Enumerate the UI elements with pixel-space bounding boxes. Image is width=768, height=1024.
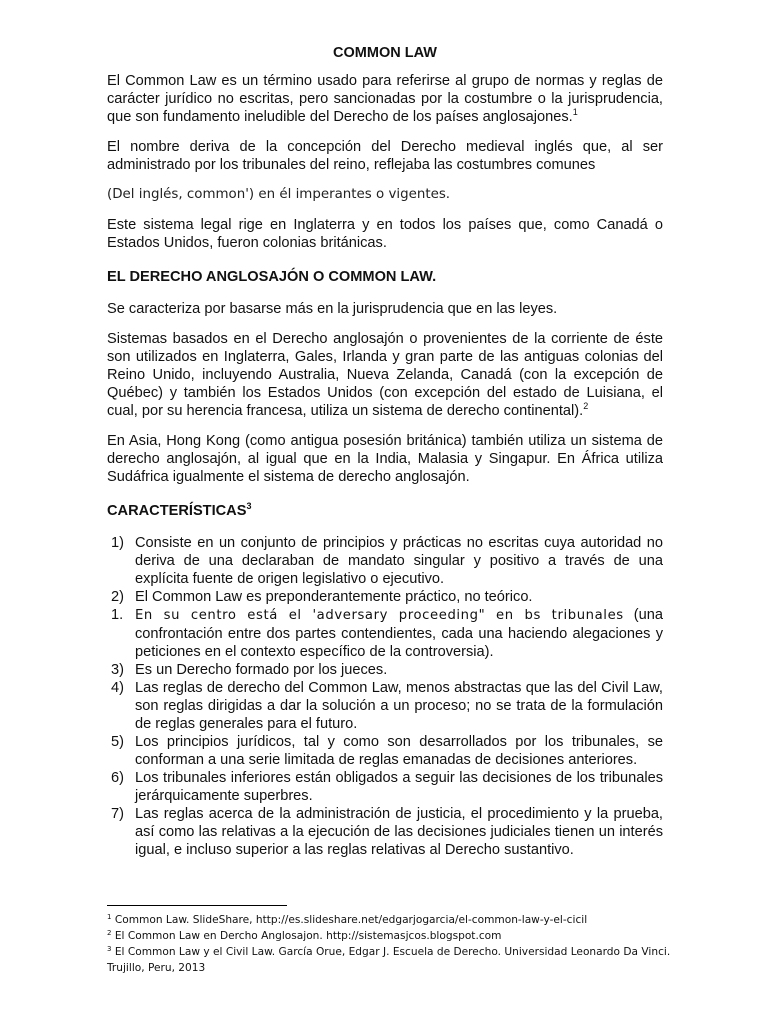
footnote [107,912,707,928]
paragraph-intro-text: El Common Law es un término usado para referirse al grupo de normas y reglas de carácter jurídico no escritas, pero sancionadas por la costumbre o la jurisprudencia, que son fundamento ineludible del Derecho de los países anglosajones. [107,73,663,125]
footnote-continuation [107,960,707,976]
list-item-text-first: En su centro está el 'adversary proceeding" en bs tribunales [135,608,624,623]
paragraph-origin-cont: (Del inglés, common') en él imperantes o vigentes. [107,187,451,202]
characteristics-list [107,534,663,859]
footnote-ref-3[interactable]: 3 [246,501,252,511]
footnotes [107,912,707,976]
paragraph-intro [107,72,663,126]
footnote-ref-1[interactable]: 1 [572,107,578,117]
list-item [107,805,663,859]
list-item [107,661,663,679]
list-item [107,534,663,588]
footnote-text[interactable]: Common Law. SlideShare, http://es.slideshare.net/edgarjogarcia/el-common-law-y-el-cicil [114,914,588,926]
footnote-text: El Common Law y el Civil Law. García Orue, Edgar J. Escuela de Derecho. Universidad Leonardo Da Vinci. [114,946,671,958]
heading-caracteristicas-text: CARACTERÍSTICAS [107,503,247,519]
list-item-number: 5) [111,734,124,750]
heading-anglosajon: EL DERECHO ANGLOSAJÓN O COMMON LAW. [107,269,437,285]
footnote-number: 3 [107,945,112,953]
list-item-text: Las reglas de derecho del Common Law, menos abstractas que las del Civil Law, son reglas dirigidas a dar la solución a un proceso; no se trata de la formulación de reglas generales para el futuro. [135,680,663,732]
list-item [107,588,663,606]
list-item-text: Es un Derecho formado por los jueces. [135,662,388,678]
footnote-divider [107,905,287,906]
list-item-text: Las reglas acerca de la administración de justicia, el procedimiento y la prueba, así como las relativas a la ejecución de las decisiones judiciales tienen un interés igual, e incluso superior a las reglas relativas al Derecho sustantivo. [135,806,663,858]
list-item-number: 2) [111,589,124,605]
list-item [107,679,663,733]
list-item-text: El Common Law es preponderantemente práctico, no teórico. [135,589,533,605]
paragraph-asia: En Asia, Hong Kong (como antigua posesión británica) también utiliza un sistema de derecho anglosajón, al igual que en la India, Malasia y Singapur. En África utiliza Sudáfrica igualmente el sistema de derecho anglosajón. [107,433,663,485]
list-item [107,606,663,661]
paragraph-systems [107,330,663,420]
list-item-number: 7) [111,806,124,822]
list-item [107,769,663,805]
paragraph-scope: Este sistema legal rige en Inglaterra y en todos los países que, como Canadá o Estados Unidos, fueron colonias británicas. [107,217,663,251]
list-item-text: Consiste en un conjunto de principios y prácticas no escritas cuya autoridad no deriva de una declaraban de mandato singular y positivo a través de una explícita fuente de origen legislativo o ejecutivo. [135,535,663,587]
paragraph-jurisprudence: Se caracteriza por basarse más en la jurisprudencia que en las leyes. [107,301,558,317]
list-item-number: 6) [111,770,124,786]
footnote [107,928,707,944]
list-item-number: 1. [111,607,124,623]
heading-caracteristicas [107,502,663,520]
list-item-number: 3) [111,662,124,678]
list-item-text: Los principios jurídicos, tal y como son desarrollados por los tribunales, se conforman a una serie limitada de reglas emanadas de decisiones anteriores. [135,734,663,768]
list-item-text: (una confrontación entre dos partes contendientes, cada una haciendo alegaciones y peticiones en el contexto específico de la controversia). [135,607,664,660]
footnote-number: 1 [107,913,112,921]
list-item-text: Los tribunales inferiores están obligados a seguir las decisiones de los tribunales jerárquicamente superbres. [135,770,663,804]
footnote-text[interactable]: El Common Law en Dercho Anglosajon. http://sistemasjcos.blogspot.com [114,930,502,942]
paragraph-origin: El nombre deriva de la concepción del Derecho medieval inglés que, al ser administrado por los tribunales del reino, reflejaba las costumbres comunes [107,139,663,173]
list-item-number: 1) [111,535,124,551]
document-body [107,44,663,859]
footnote [107,944,707,960]
footnote-text: Trujillo, Peru, 2013 [107,962,206,974]
paragraph-systems-text: Sistemas basados en el Derecho anglosajón o provenientes de la corriente de éste son utilizados en Inglaterra, Gales, Irlanda y gran parte de las antiguas colonias del Reino Unido, incluyendo Australia, Nueva Zelanda, Canadá (con la excepción de Québec) y también los Estados Unidos (con excepción del estado de Luisiana, el cual, por su herencia francesa, utiliza un sistema de derecho continental). [107,331,663,419]
footnote-number: 2 [107,929,112,937]
list-item-number: 4) [111,680,124,696]
page-title: COMMON LAW [333,45,437,61]
list-item [107,733,663,769]
footnote-ref-2[interactable]: 2 [583,401,589,411]
